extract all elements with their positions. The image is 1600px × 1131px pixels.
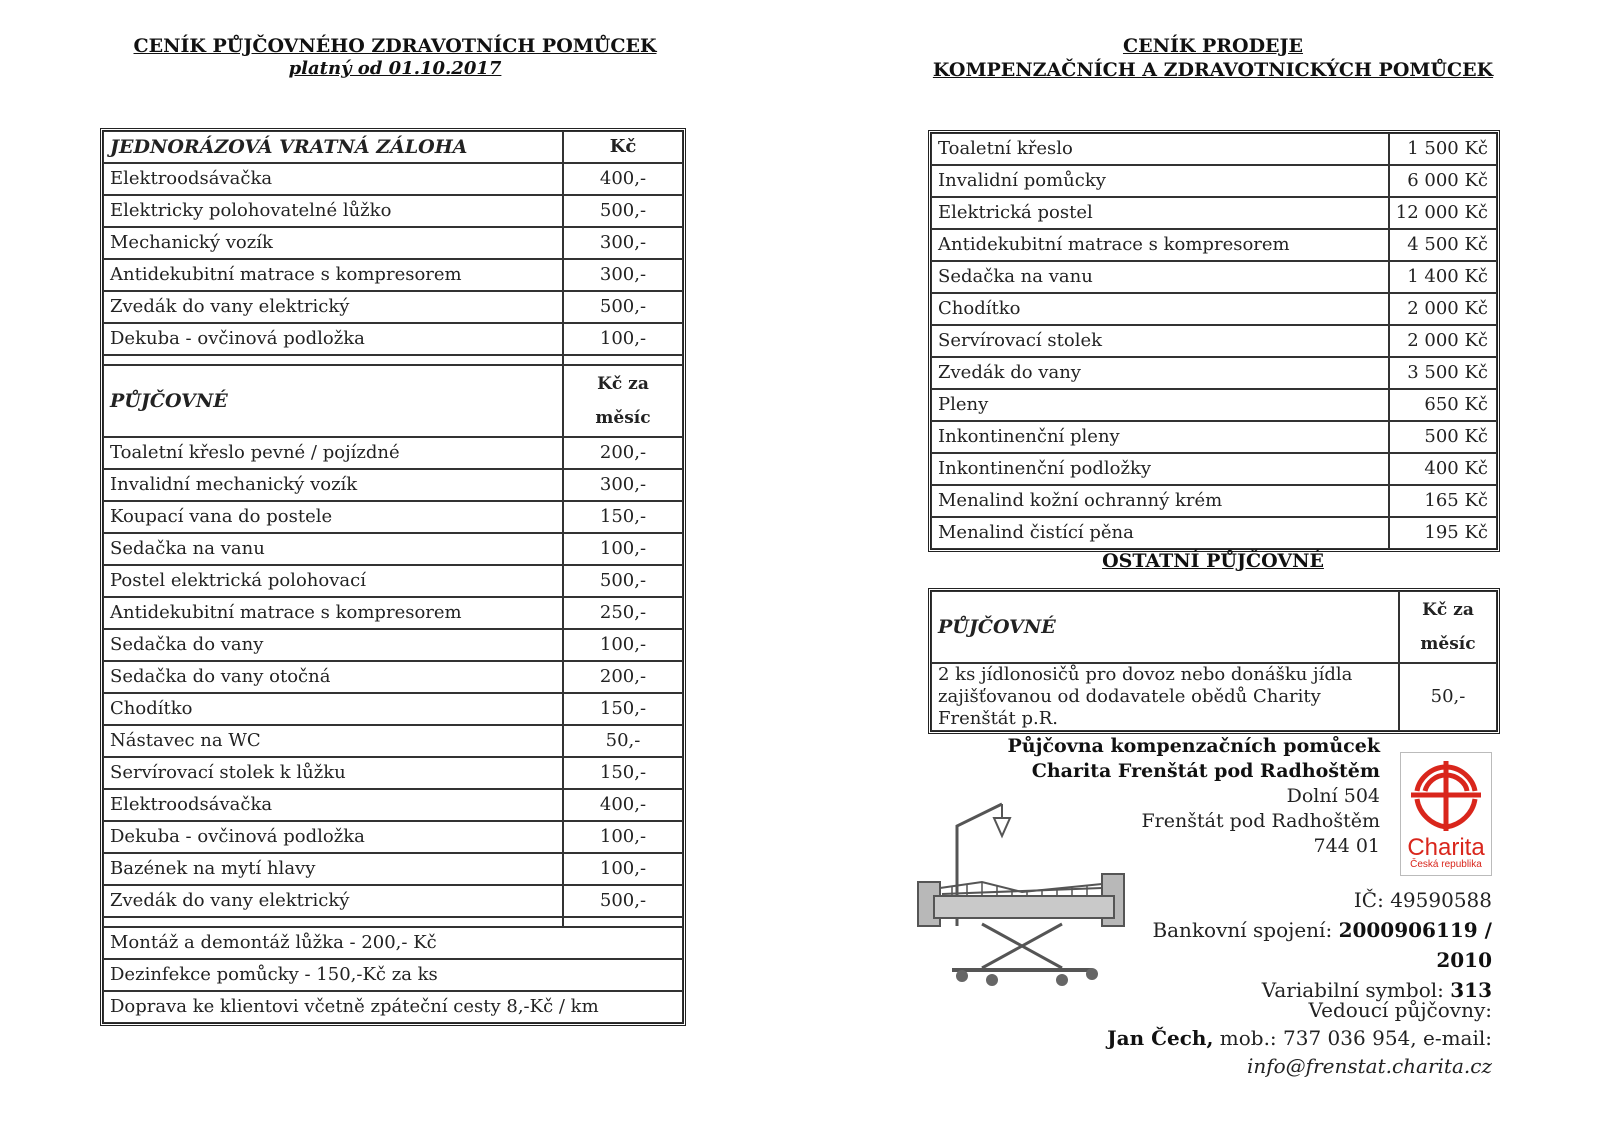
- table-row: [931, 261, 1497, 293]
- item-name: Antidekubitní matrace s kompresorem: [931, 229, 1389, 261]
- table-row: [103, 597, 683, 629]
- table-row: [931, 421, 1497, 453]
- other-header-unit-line2: měsíc: [1420, 634, 1476, 654]
- table-row: [103, 195, 683, 227]
- logo-word: Charita: [1407, 834, 1485, 861]
- ic-label: IČ:: [1353, 888, 1384, 912]
- vs-label: Variabilní symbol:: [1261, 978, 1444, 1002]
- table-row: [931, 293, 1497, 325]
- other-item-price: 50,-: [1399, 663, 1497, 731]
- manager-name: Jan Čech,: [1107, 1026, 1214, 1050]
- manager-line: [960, 1024, 1492, 1080]
- item-name: Servírovací stolek k lůžku: [103, 757, 563, 789]
- item-name: Pleny: [931, 389, 1389, 421]
- bank-value: 2000906119 / 2010: [1338, 918, 1492, 972]
- item-name: Zvedák do vany: [931, 357, 1389, 389]
- item-price: 1 400 Kč: [1389, 261, 1497, 293]
- logo-sub: Česká republika: [1410, 859, 1482, 870]
- manager-email[interactable]: info@frenstat.charita.cz: [1246, 1054, 1492, 1078]
- item-price: 165 Kč: [1389, 485, 1497, 517]
- item-name: Nástavec na WC: [103, 725, 563, 757]
- item-name: Elektrická postel: [931, 197, 1389, 229]
- table-row: [103, 163, 683, 195]
- table-row: [103, 885, 683, 917]
- other-item-row: [931, 663, 1497, 731]
- item-price: 150,-: [563, 757, 683, 789]
- item-name: Sedačka do vany: [103, 629, 563, 661]
- table-row: [103, 227, 683, 259]
- table-row: [103, 533, 683, 565]
- table-row: [931, 133, 1497, 165]
- manager-label: Vedoucí půjčovny:: [1308, 998, 1492, 1022]
- charita-logo: [1400, 752, 1492, 876]
- ic-line: [1140, 885, 1492, 915]
- table-row: [931, 357, 1497, 389]
- manager-phone: mob.: 737 036 954, e-mail:: [1219, 1026, 1492, 1050]
- item-price: 500,-: [563, 195, 683, 227]
- item-name: Sedačka na vanu: [931, 261, 1389, 293]
- item-price: 300,-: [563, 227, 683, 259]
- table-separator: [103, 917, 683, 927]
- vs-value: 313: [1450, 978, 1492, 1002]
- service-row: [103, 959, 683, 991]
- item-name: Sedačka na vanu: [103, 533, 563, 565]
- item-price: 300,-: [563, 259, 683, 291]
- table-row: [931, 389, 1497, 421]
- item-name: Antidekubitní matrace s kompresorem: [103, 597, 563, 629]
- item-name: Elektroodsávačka: [103, 789, 563, 821]
- item-price: 500,-: [563, 885, 683, 917]
- rental-header-unit: [563, 365, 683, 437]
- org-zip: 744 01: [1313, 835, 1380, 857]
- left-title: CENÍK PŮJČOVNÉHO ZDRAVOTNÍCH POMŮCEK: [133, 35, 657, 57]
- item-price: 150,-: [563, 693, 683, 725]
- item-price: 500,-: [563, 291, 683, 323]
- other-item-line2: zajišťovanou od dodavatele obědů Charity Frenštát p.R.: [938, 686, 1321, 729]
- item-name: Zvedák do vany elektrický: [103, 291, 563, 323]
- item-name: Inkontinenční pleny: [931, 421, 1389, 453]
- other-header: PŮJČOVNÉ: [931, 591, 1399, 663]
- item-price: 200,-: [563, 437, 683, 469]
- ic-value: 49590588: [1390, 888, 1492, 912]
- table-row: [103, 291, 683, 323]
- table-row: [931, 453, 1497, 485]
- table-row: [931, 229, 1497, 261]
- item-price: 100,-: [563, 821, 683, 853]
- table-row: [103, 789, 683, 821]
- item-name: Chodítko: [931, 293, 1389, 325]
- item-name: Sedačka do vany otočná: [103, 661, 563, 693]
- item-name: Mechanický vozík: [103, 227, 563, 259]
- deposit-header-unit: Kč: [563, 131, 683, 163]
- item-price: 6 000 Kč: [1389, 165, 1497, 197]
- service-doprava: Doprava ke klientovi včetně zpáteční cesty 8,-Kč / km: [103, 991, 683, 1023]
- item-price: 100,-: [563, 323, 683, 355]
- table-row: [103, 853, 683, 885]
- deposit-header-row: [103, 131, 683, 163]
- item-price: 400 Kč: [1389, 453, 1497, 485]
- table-row: [103, 661, 683, 693]
- service-dezinfekce: Dezinfekce pomůcky - 150,-Kč za ks: [103, 959, 683, 991]
- item-name: Zvedák do vany elektrický: [103, 885, 563, 917]
- org-name-line2: Charita Frenštát pod Radhoštěm: [1031, 760, 1380, 782]
- item-price: 100,-: [563, 533, 683, 565]
- org-city: Frenštát pod Radhoštěm: [1141, 810, 1380, 832]
- right-title-line2: KOMPENZAČNÍCH A ZDRAVOTNICKÝCH POMŮCEK: [932, 59, 1494, 81]
- other-header-unit: [1399, 591, 1497, 663]
- contact-bank: [1140, 885, 1492, 1005]
- org-street: Dolní 504: [1286, 785, 1380, 807]
- item-price: 195 Kč: [1389, 517, 1497, 549]
- bank-line: [1140, 915, 1492, 975]
- item-name: Antidekubitní matrace s kompresorem: [103, 259, 563, 291]
- table-row: [931, 485, 1497, 517]
- table-row: [931, 197, 1497, 229]
- item-price: 400,-: [563, 163, 683, 195]
- service-row: [103, 991, 683, 1023]
- rental-header-unit-line2: měsíc: [595, 408, 651, 428]
- table-row: [103, 501, 683, 533]
- rental-header: PŮJČOVNÉ: [103, 365, 563, 437]
- item-name: Toaletní křeslo: [931, 133, 1389, 165]
- service-montaz: Montáž a demontáž lůžka - 200,- Kč: [103, 927, 683, 959]
- table-row: [103, 437, 683, 469]
- item-price: 650 Kč: [1389, 389, 1497, 421]
- other-rental-table: [928, 588, 1500, 734]
- item-name: Postel elektrická polohovací: [103, 565, 563, 597]
- item-name: Koupací vana do postele: [103, 501, 563, 533]
- right-title-line1: CENÍK PRODEJE: [1122, 35, 1304, 57]
- item-name: Elektroodsávačka: [103, 163, 563, 195]
- item-name: Invalidní pomůcky: [931, 165, 1389, 197]
- item-price: 200,-: [563, 661, 683, 693]
- item-price: 500 Kč: [1389, 421, 1497, 453]
- item-name: Bazének na mytí hlavy: [103, 853, 563, 885]
- table-separator: [103, 355, 683, 365]
- left-price-table: [100, 128, 686, 1026]
- item-price: 2 000 Kč: [1389, 325, 1497, 357]
- item-name: Elektricky polohovatelné lůžko: [103, 195, 563, 227]
- table-row: [103, 323, 683, 355]
- other-header-row: [931, 591, 1497, 663]
- other-item-line1: 2 ks jídlonosičů pro dovoz nebo donášku jídla: [938, 664, 1353, 685]
- item-price: 100,-: [563, 853, 683, 885]
- item-price: 400,-: [563, 789, 683, 821]
- item-name: Inkontinenční podložky: [931, 453, 1389, 485]
- item-name: Invalidní mechanický vozík: [103, 469, 563, 501]
- table-row: [103, 565, 683, 597]
- rental-header-unit-line1: Kč za: [597, 374, 649, 394]
- item-price: 250,-: [563, 597, 683, 629]
- item-price: 3 500 Kč: [1389, 357, 1497, 389]
- sale-price-table: [928, 130, 1500, 552]
- item-price: 300,-: [563, 469, 683, 501]
- item-price: 4 500 Kč: [1389, 229, 1497, 261]
- item-price: 50,-: [563, 725, 683, 757]
- item-name: Toaletní křeslo pevné / pojízdné: [103, 437, 563, 469]
- item-price: 100,-: [563, 629, 683, 661]
- item-price: 12 000 Kč: [1389, 197, 1497, 229]
- item-price: 150,-: [563, 501, 683, 533]
- contact-manager: [960, 996, 1492, 1080]
- other-title: OSTATNÍ PŮJČOVNÉ: [1102, 550, 1324, 572]
- other-header-unit-line1: Kč za: [1422, 600, 1474, 620]
- item-name: Dekuba - ovčinová podložka: [103, 821, 563, 853]
- left-subtitle: platný od 01.10.2017: [288, 58, 502, 79]
- hospital-bed-icon: [912, 796, 1132, 996]
- item-name: Chodítko: [103, 693, 563, 725]
- item-name: Menalind kožní ochranný krém: [931, 485, 1389, 517]
- item-price: 500,-: [563, 565, 683, 597]
- table-row: [931, 517, 1497, 549]
- service-row: [103, 927, 683, 959]
- org-name-line1: Půjčovna kompenzačních pomůcek: [1007, 735, 1380, 757]
- item-name: Dekuba - ovčinová podložka: [103, 323, 563, 355]
- item-name: Menalind čistící pěna: [931, 517, 1389, 549]
- table-row: [103, 259, 683, 291]
- table-row: [931, 325, 1497, 357]
- table-row: [103, 725, 683, 757]
- item-price: 2 000 Kč: [1389, 293, 1497, 325]
- rental-header-row: [103, 365, 683, 437]
- table-row: [103, 693, 683, 725]
- table-row: [103, 757, 683, 789]
- bank-label: Bankovní spojení:: [1152, 918, 1333, 942]
- table-row: [103, 469, 683, 501]
- table-row: [931, 165, 1497, 197]
- deposit-header: JEDNORÁZOVÁ VRATNÁ ZÁLOHA: [103, 131, 563, 163]
- table-row: [103, 629, 683, 661]
- table-row: [103, 821, 683, 853]
- item-name: Servírovací stolek: [931, 325, 1389, 357]
- item-price: 1 500 Kč: [1389, 133, 1497, 165]
- other-item: [931, 663, 1399, 731]
